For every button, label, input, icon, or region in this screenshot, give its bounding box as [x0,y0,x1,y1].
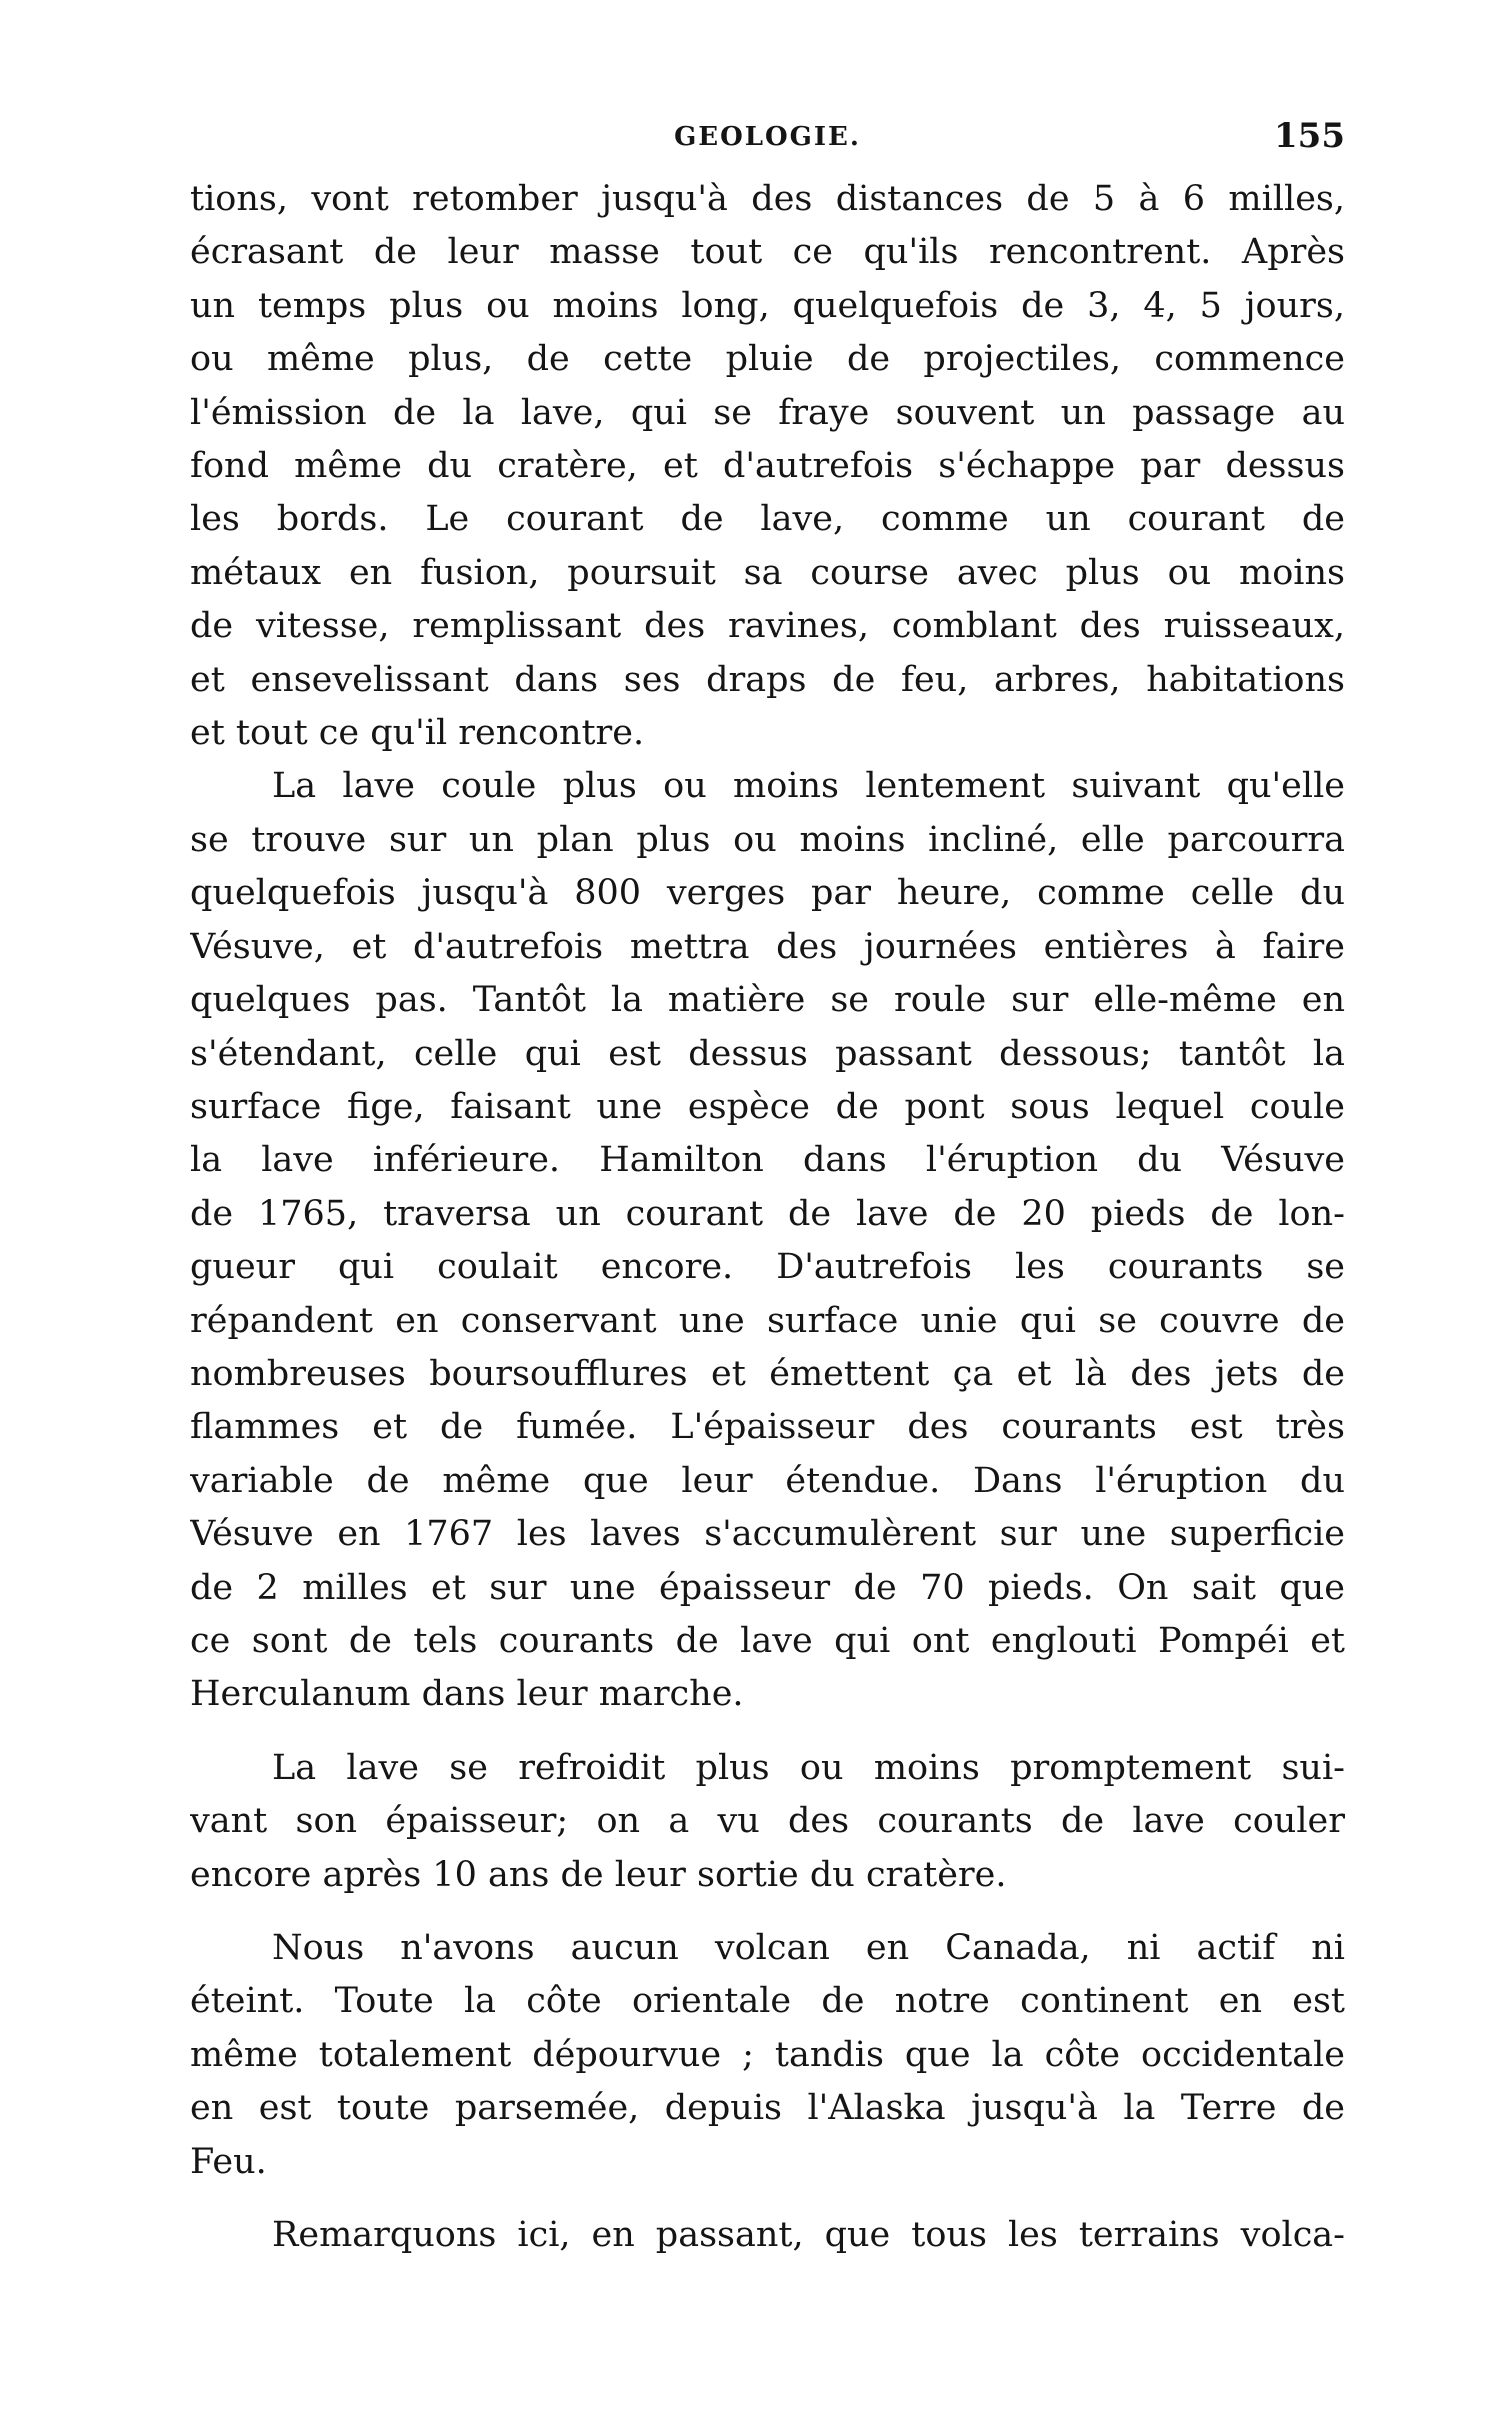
text-line: écrasant de leur masse tout ce qu'ils rencontrent. Après [190,232,1345,273]
paragraph-5 [190,2209,1345,2262]
text-line: Nous n'avons aucun volcan en Canada, ni actif ni [272,1928,1345,1968]
text-line: surface fige, faisant une espèce de pont sous lequel coule [190,1086,1345,1127]
text-line: La lave se refroidit plus ou moins promptement sui- [272,1747,1345,1788]
text-line: s'étendant, celle qui est dessus passant dessous; tantôt la [190,1033,1345,1074]
text-line: la lave inférieure. Hamilton dans l'éruption du Vésuve [190,1140,1345,1181]
text-line: quelquefois jusqu'à 800 verges par heure, comme celle du [190,873,1345,914]
text-line: Remarquons ici, en passant, que tous les terrains volca- [272,2215,1345,2256]
text-line: de 1765, traversa un courant de lave de 20 pieds de lon- [190,1193,1345,1234]
text-line: variable de même que leur étendue. Dans l'éruption du [190,1460,1345,1501]
text-line: se trouve sur un plan plus ou moins incliné, elle parcourra [190,819,1345,860]
text-line: et ensevelissant dans ses draps de feu, arbres, habitations [190,659,1345,700]
text-line: ou même plus, de cette pluie de projectiles, commence [190,339,1345,380]
text-line: en est toute parsemée, depuis l'Alaska jusqu'à la Terre de [190,2088,1345,2129]
text-line: répandent en conservant une surface unie qui se couvre de [190,1300,1345,1341]
text-line: ce sont de tels courants de lave qui ont englouti Pompéi et [190,1620,1345,1661]
text-line: quelques pas. Tantôt la matière se roule sur elle-même en [190,980,1345,1021]
text-line: métaux en fusion, poursuit sa course avec plus ou moins [190,552,1345,593]
text-line: l'émission de la lave, qui se fraye souvent un passage au [190,392,1345,433]
paragraph-2 [190,760,1345,1721]
text-line: vant son épaisseur; on a vu des courants de lave couler [190,1801,1345,1842]
text-line: même totalement dépourvue ; tandis que la côte occidentale [190,2034,1345,2075]
text-line: tions, vont retomber jusqu'à des distances de 5 à 6 milles, [190,179,1345,219]
page-number: 155 [1274,116,1345,156]
text-line: fond même du cratère, et d'autrefois s'échappe par dessus [190,446,1345,487]
text-line: les bords. Le courant de lave, comme un courant de [190,499,1345,540]
text-line: La lave coule plus ou moins lentement suivant qu'elle [272,766,1345,807]
text-line: encore après 10 ans de leur sortie du cratère. [190,1854,1007,1895]
text-line: Feu. [190,2141,267,2182]
running-head [190,116,1345,162]
paragraph-1 [190,173,1345,760]
paragraph-4 [190,1922,1345,2189]
running-title: GEOLOGIE. [674,122,861,152]
text-line: et tout ce qu'il rencontre. [190,713,645,754]
text-line: Vésuve, et d'autrefois mettra des journées entières à faire [190,926,1345,967]
text-line: gueur qui coulait encore. D'autrefois les courants se [190,1247,1345,1288]
body-text [190,173,1345,2262]
text-line: flammes et de fumée. L'épaisseur des courants est très [190,1407,1345,1448]
text-line: de 2 milles et sur une épaisseur de 70 pieds. On sait que [190,1567,1345,1608]
text-line: éteint. Toute la côte orientale de notre continent en est [190,1981,1345,2022]
paragraph-3 [190,1742,1345,1902]
text-line: de vitesse, remplissant des ravines, comblant des ruisseaux, [190,606,1345,647]
text-line: Vésuve en 1767 les laves s'accumulèrent sur une superficie [190,1514,1345,1555]
text-line: un temps plus ou moins long, quelquefois de 3, 4, 5 jours, [190,285,1345,326]
text-line: nombreuses boursoufflures et émettent ça et là des jets de [190,1353,1345,1394]
text-line: Herculanum dans leur marche. [190,1674,744,1715]
